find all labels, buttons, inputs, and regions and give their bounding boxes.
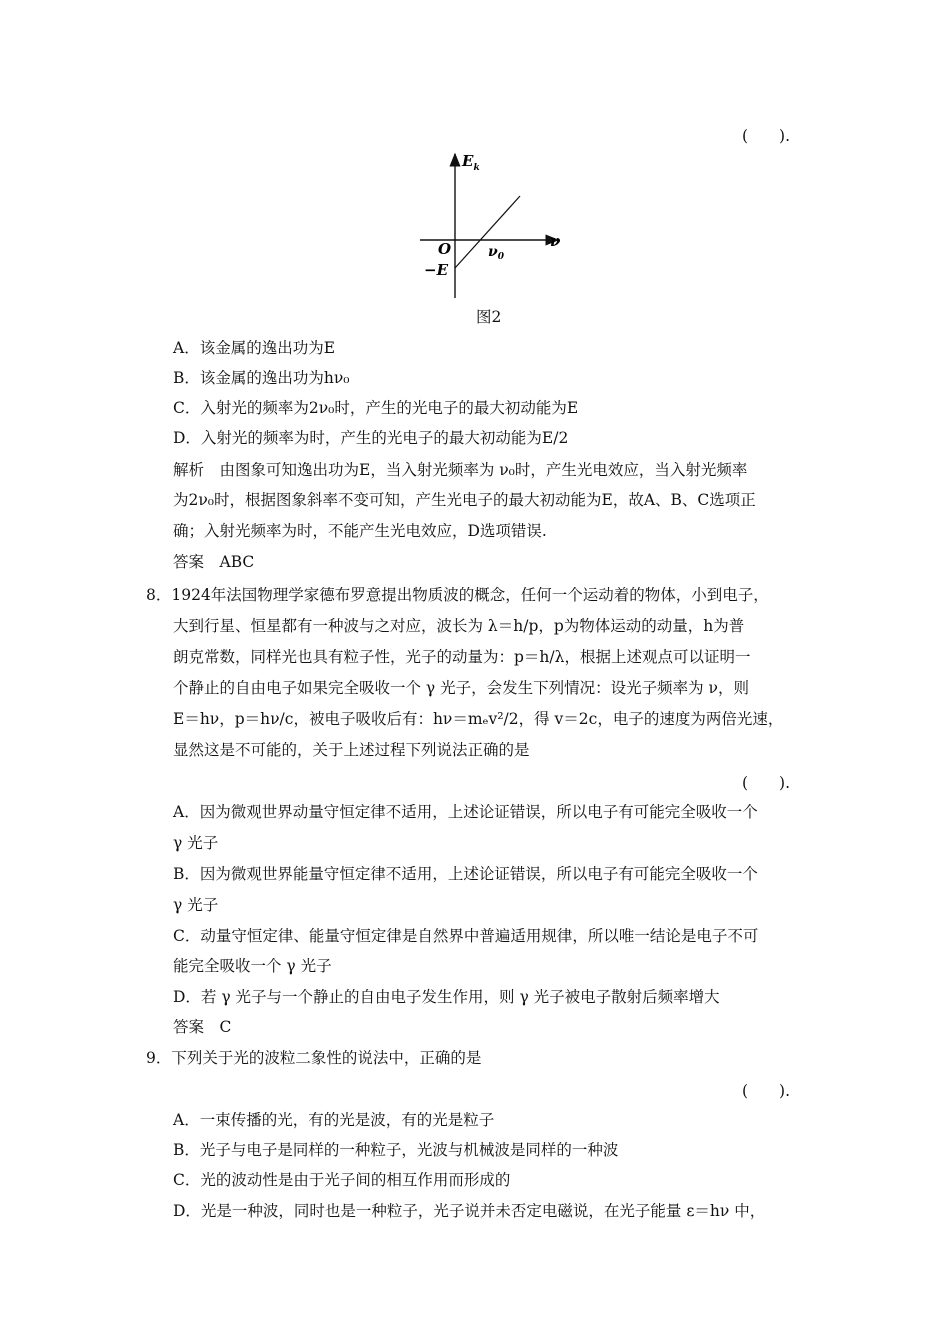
origin-label: O [438,240,452,258]
q8-option-d: D．若 γ 光子与一个静止的自由电子发生作用，则 γ 光子被电子散射后频率增大 [173,988,720,1006]
q8-option-a: A．因为微观世界动量守恒定律不适用，上述论证错误，所以电子有可能完全吸收一个 [173,803,758,821]
q8-stem-line: 朗克常数，同样光也具有粒子性，光子的动量为：p＝h/λ，根据上述观点可以证明一 [173,648,751,666]
q8-stem-line: 8．1924年法国物理学家德布罗意提出物质波的概念，任何一个运动着的物体，小到电子， [146,586,769,604]
q9-option-a: A．一束传播的光，有的光是波，有的光是粒子 [173,1111,495,1129]
y-axis-label: $E_k$ [462,152,480,173]
q8-stem-line: 个静止的自由电子如果完全吸收一个 γ 光子，会发生下列情况：设光子频率为 ν，则 [173,679,749,697]
q7-option-a: A．该金属的逸出功为E [173,339,336,357]
q8-stem-line: 大到行星、恒星都有一种波与之对应，波长为 λ＝h/p，p为物体运动的动量，h为普 [173,617,745,635]
q8-option-a-cont: γ 光子 [173,834,219,852]
q8-stem-line: E＝hν，p＝hν/c，被电子吸收后有：hν＝mₑv²/2，得 v＝2c，电子的速度为两倍光速， [173,710,784,728]
q8-option-c: C．动量守恒定律、能量守恒定律是自然界中普遍适用规律，所以唯一结论是电子不可 [173,927,759,945]
q8-option-c-cont: 能完全吸收一个 γ 光子 [173,957,332,975]
q8-option-b-cont: γ 光子 [173,896,219,914]
q7-analysis-line: 为2ν₀时，根据图象斜率不变可知，产生光电子的最大初动能为E，故A、B、C选项正 [173,491,756,509]
q9-stem: 9．下列关于光的波粒二象性的说法中，正确的是 [146,1049,482,1067]
q8-answer: 答案 C [173,1018,232,1036]
q7-option-b: B．该金属的逸出功为hν₀ [173,369,350,387]
q9-option-c: C．光的波动性是由于光子间的相互作用而形成的 [173,1171,511,1189]
q7-option-c: C．入射光的频率为2ν₀时，产生的光电子的最大初动能为E [173,399,579,417]
q9-option-d: D．光是一种波，同时也是一种粒子，光子说并未否定电磁说，在光子能量 ε＝hν 中， [173,1202,766,1220]
x-axis-label: ν [550,232,561,250]
intercept-label: −E [424,261,449,279]
q7-answer-bracket: ( ). [742,127,791,145]
threshold-label: $\nu_0$ [488,244,504,262]
q7-analysis-line: 确；入射光频率为时，不能产生光电效应，D选项错误. [173,522,547,540]
figure-caption: 图2 [476,308,502,326]
q9-option-b: B．光子与电子是同样的一种粒子，光波与机械波是同样的一种波 [173,1141,619,1159]
q9-answer-bracket: ( ). [742,1082,791,1100]
ek-vs-frequency-graph [410,150,570,305]
q8-answer-bracket: ( ). [742,774,791,792]
q8-stem-line: 显然这是不可能的，关于上述过程下列说法正确的是 [173,741,530,759]
q7-answer: 答案 ABC [173,553,255,571]
q8-option-b: B．因为微观世界能量守恒定律不适用，上述论证错误，所以电子有可能完全吸收一个 [173,865,758,883]
q7-option-d: D．入射光的频率为时，产生的光电子的最大初动能为E/2 [173,429,569,447]
q7-analysis-line: 解析 由图象可知逸出功为E，当入射光频率为 ν₀时，产生光电效应，当入射光频率 [173,461,748,479]
